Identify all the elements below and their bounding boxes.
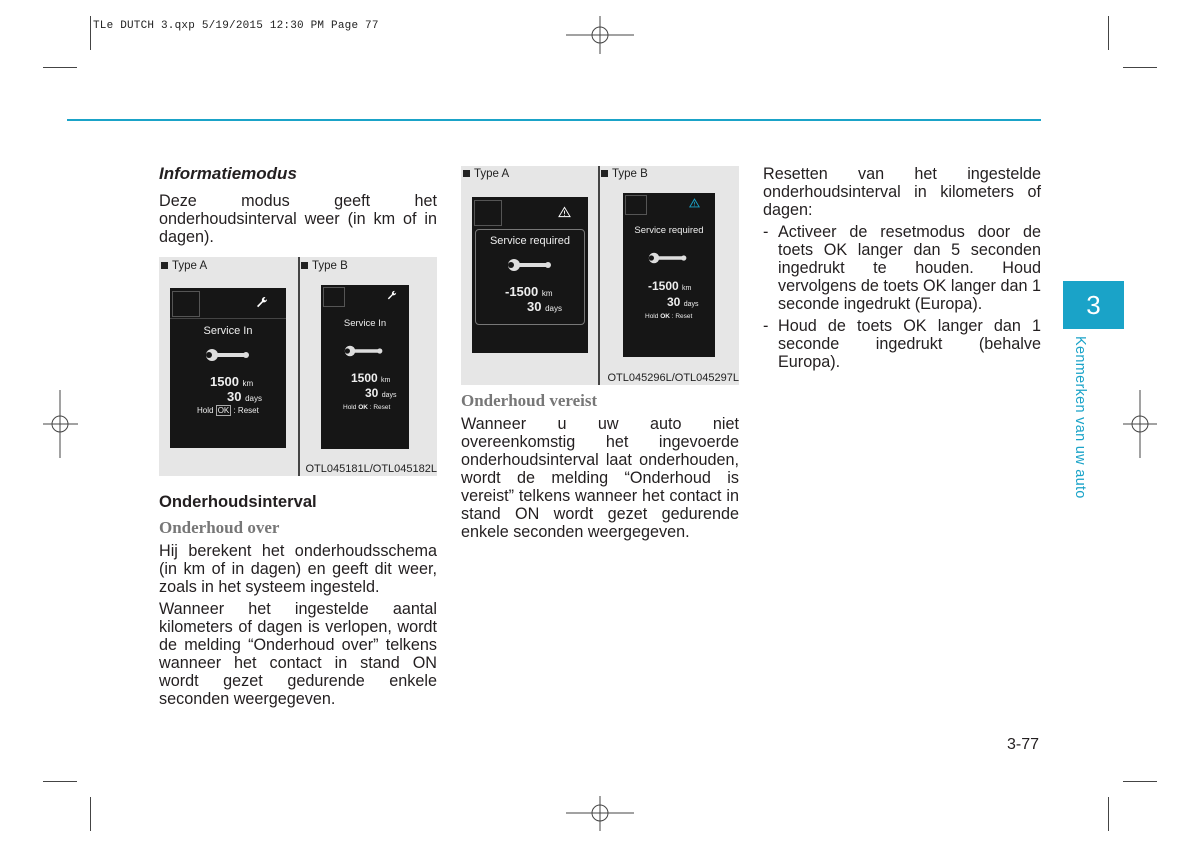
hold-reset-hint: Hold OK : Reset: [645, 313, 693, 320]
left-column-lower: [159, 492, 437, 708]
figure-label-type-b: Type B: [301, 260, 348, 272]
figure-label-type-a: Type A: [161, 260, 207, 272]
list-item: - Houd de toets OK langer dan 1 seconde ingedrukt (behalve Europa).: [763, 317, 1041, 371]
screen-icon-slot: [323, 287, 345, 307]
screen-title: Service In: [343, 318, 387, 329]
days-readout: 30 days: [227, 389, 262, 404]
warning-icon: [558, 206, 571, 218]
screen-icon-slot: [625, 195, 647, 215]
figure-divider: [298, 257, 300, 476]
registration-mark-top: [566, 16, 634, 54]
paragraph-schema: Hij berekent het onderhoudsschema (in km of in dagen) en geeft dit weer, zoals in het systeem ingesteld.: [159, 542, 437, 596]
hold-reset-hint: Hold OK : Reset: [343, 404, 391, 411]
wrench-icon: [506, 257, 554, 273]
cluster-screen-type-a: [472, 197, 588, 353]
warning-icon: [689, 198, 700, 208]
figure-label-type-a: Type A: [463, 168, 509, 180]
days-readout: 30 days: [527, 299, 562, 314]
square-bullet-icon: [161, 262, 168, 269]
days-readout: 30 days: [667, 295, 699, 309]
km-readout: 1500 km: [210, 374, 254, 389]
screen-icon-slot: [474, 200, 502, 226]
cluster-screen-type-b: [623, 193, 715, 357]
heading-onderhoud-over: Onderhoud over: [159, 518, 280, 537]
heading-onderhoudsinterval: Onderhoudsinterval: [159, 492, 317, 511]
right-column: [763, 165, 1041, 371]
paragraph-melding-over: Wanneer het ingestelde aantal kilometers of dagen is verlopen, wordt de melding “Onderhoud over” telkens wanneer het contact in stand ON wordt gezet gedurende enkele seconden weergegeven.: [159, 600, 437, 708]
heading-onderhoud-vereist: Onderhoud vereist: [461, 391, 598, 410]
square-bullet-icon: [301, 262, 308, 269]
left-column: [159, 164, 437, 246]
square-bullet-icon: [463, 170, 470, 177]
figure-service-required: [461, 166, 739, 385]
middle-column: [461, 391, 739, 541]
chapter-number-tab: 3: [1063, 281, 1124, 329]
page-number: 3-77: [1007, 736, 1040, 753]
km-readout: 1500 km: [351, 371, 391, 385]
paragraph-informatiemodus: Deze modus geeft het onderhoudsinterval weer (in km of in dagen).: [159, 192, 437, 246]
figure-divider: [598, 166, 600, 385]
registration-mark-bottom: [566, 796, 634, 831]
figure-service-in: [159, 257, 437, 476]
registration-mark-left: [43, 390, 78, 458]
cluster-screen-type-b: [321, 285, 409, 449]
header-rule: [67, 119, 1041, 121]
screen-title: Service required: [634, 225, 704, 236]
wrench-icon: [387, 290, 397, 300]
file-slug: TLe DUTCH 3.qxp 5/19/2015 12:30 PM Page 77: [93, 20, 379, 32]
km-readout: -1500 km: [648, 279, 692, 293]
registration-mark-right: [1123, 390, 1157, 458]
screen-icon-slot: [172, 291, 200, 317]
chapter-title-vertical: Kenmerken van uw auto: [1072, 336, 1088, 499]
reset-steps-list: [763, 223, 1041, 371]
list-item: - Activeer de resetmodus door de toets OK langer dan 5 seconden ingedrukt te houden. Houd vervolgens de toets OK langer dan 1 seconde ingedrukt (Europa).: [763, 223, 1041, 313]
wrench-icon: [343, 344, 385, 358]
km-readout: -1500 km: [505, 284, 553, 299]
wrench-icon: [256, 296, 268, 308]
figure-code: OTL045296L/OTL045297L: [607, 372, 739, 384]
paragraph-reset-intro: Resetten van het ingestelde onderhoudsinterval in kilometers of dagen:: [763, 165, 1041, 219]
screen-title: Service In: [203, 325, 253, 337]
days-readout: 30 days: [365, 386, 397, 400]
wrench-icon: [204, 347, 252, 363]
heading-informatiemodus: Informatiemodus: [159, 164, 297, 183]
figure-code: OTL045181L/OTL045182L: [305, 463, 437, 475]
figure-label-type-b: Type B: [601, 168, 648, 180]
cluster-screen-type-a: [170, 288, 286, 448]
wrench-icon: [647, 251, 689, 265]
screen-title: Service required: [489, 235, 571, 247]
paragraph-melding-vereist: Wanneer u uw auto niet overeenkomstig het ingevoerde onderhoudsinterval laat onderhouden, wordt de melding “Onderhoud is vereist” telkens wanneer het contact in stand ON wordt gezet gedurende enkele seconden weergegeven.: [461, 415, 739, 541]
hold-reset-hint: Hold OK : Reset: [197, 406, 259, 415]
square-bullet-icon: [601, 170, 608, 177]
